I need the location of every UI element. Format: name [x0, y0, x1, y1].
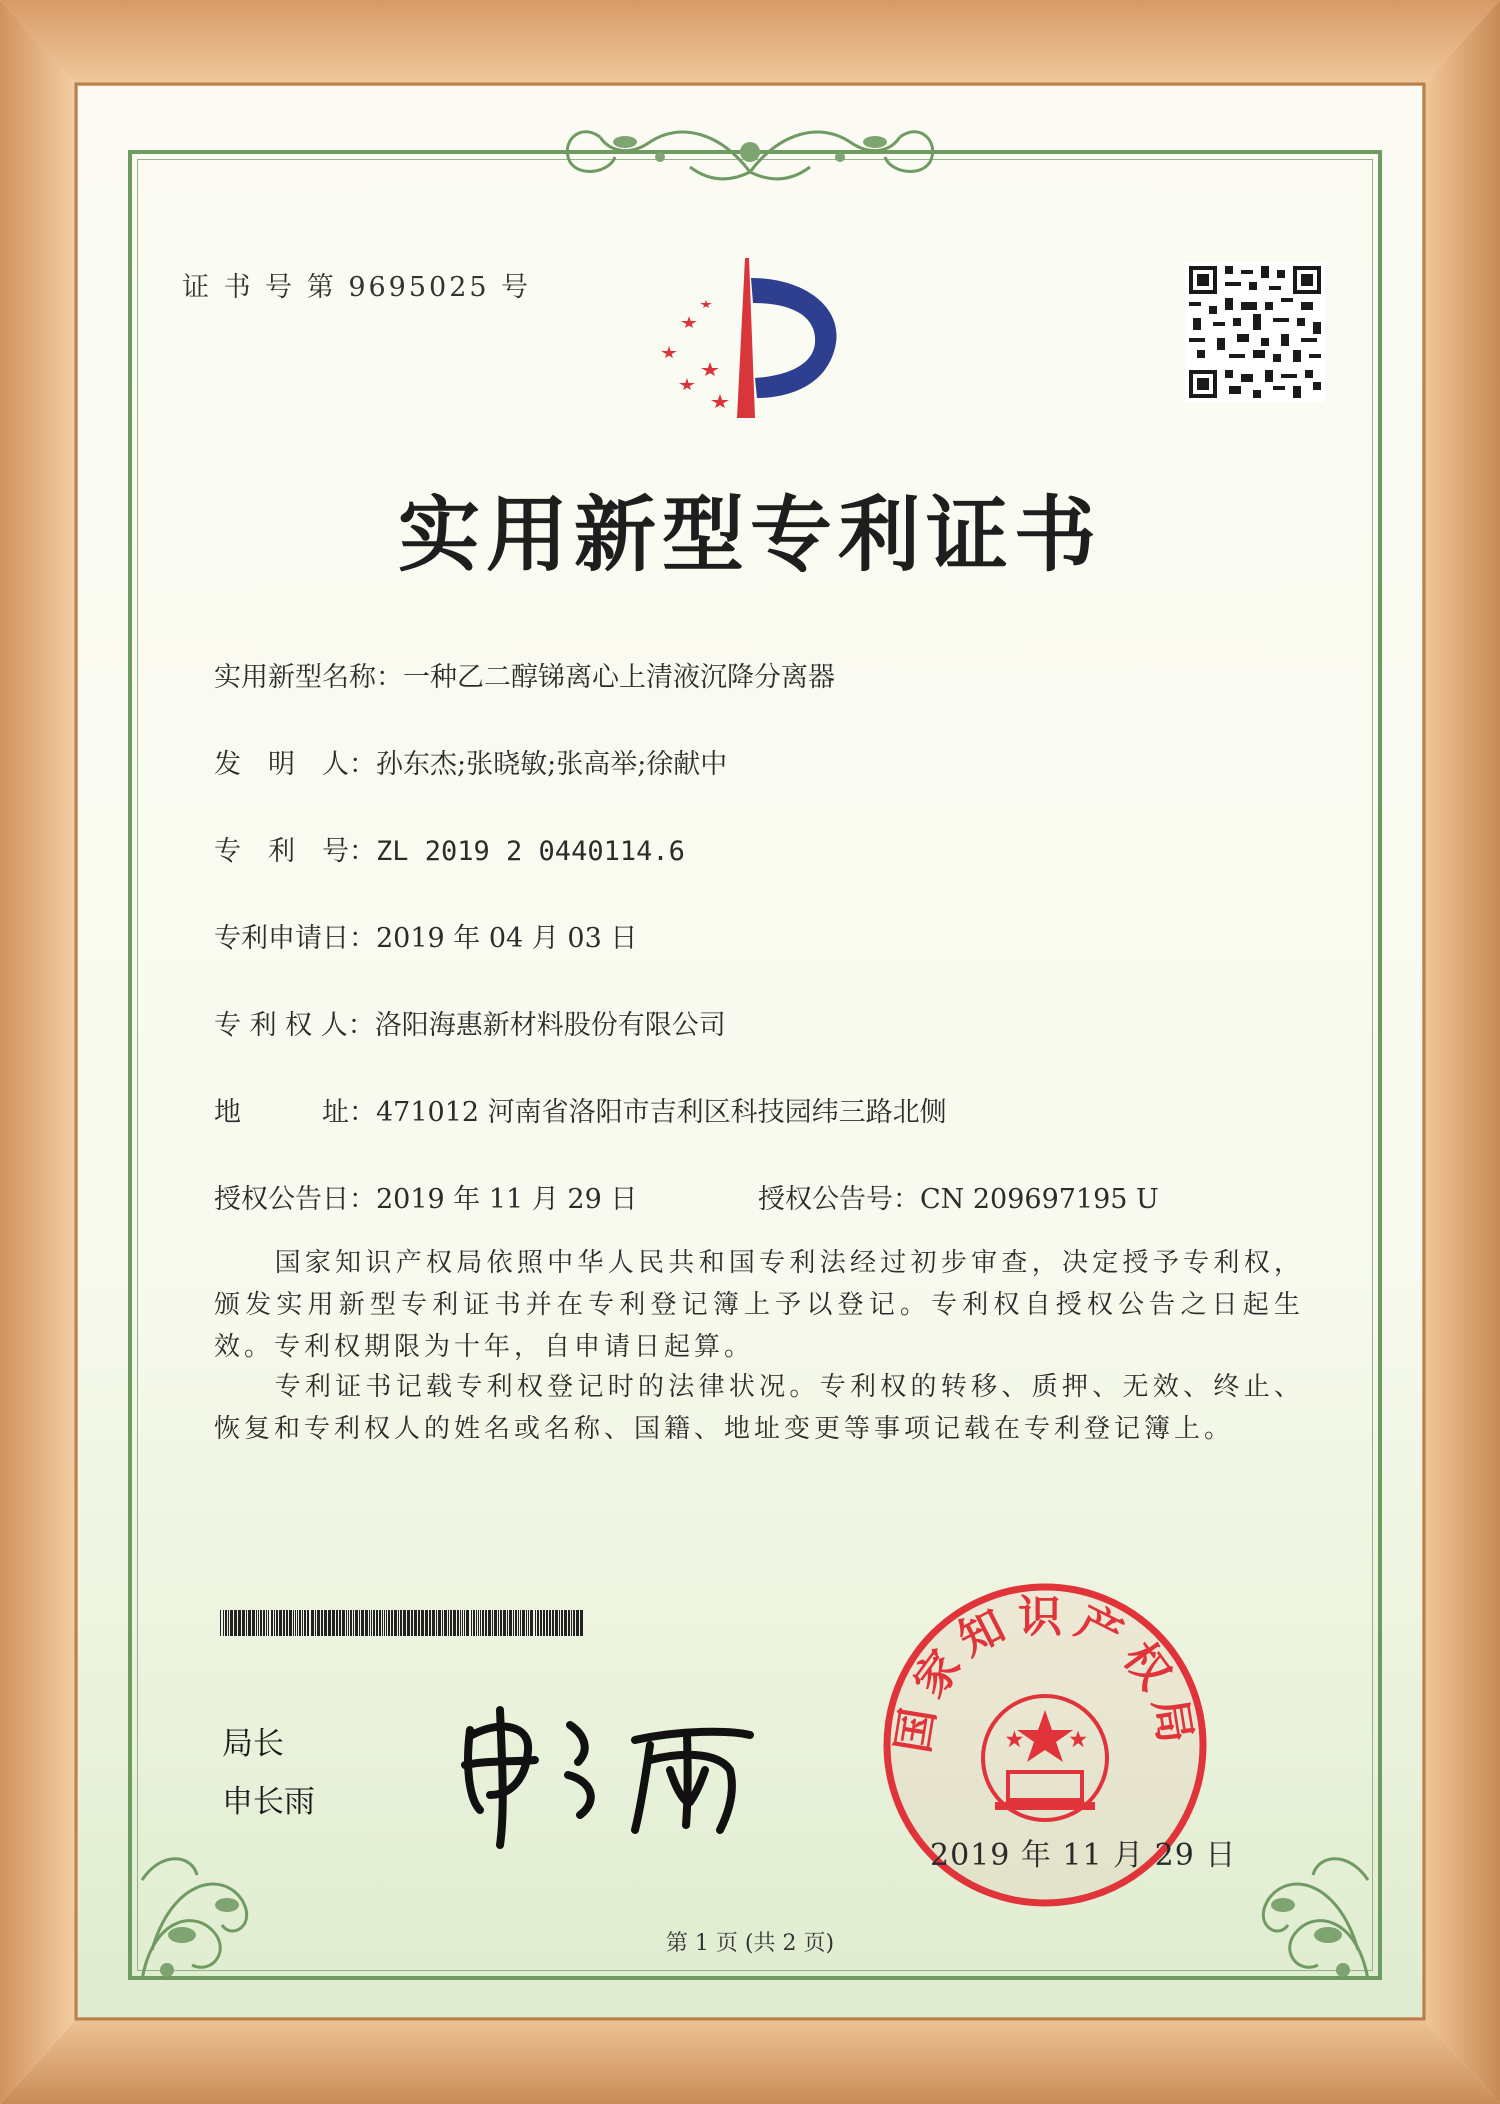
inventor-row	[214, 742, 727, 781]
barcode-bar	[528, 1610, 529, 1636]
barcode-bar	[342, 1610, 345, 1636]
barcode-bar	[515, 1610, 517, 1636]
barcode-bar	[268, 1610, 269, 1636]
barcode-bar	[248, 1610, 251, 1636]
page-number: 第 1 页 (共 2 页)	[665, 1931, 835, 1956]
barcode-bar	[535, 1610, 536, 1636]
barcode-bar	[304, 1610, 306, 1636]
barcode-bar	[411, 1610, 413, 1636]
patentee-value: 洛阳海惠新材料股份有限公司	[374, 1010, 726, 1041]
barcode-bar	[513, 1610, 514, 1636]
barcode-bar	[307, 1610, 309, 1636]
barcode-bar	[546, 1610, 548, 1636]
barcode-bar	[561, 1610, 563, 1636]
publication-number-value: CN 209697195 U	[920, 1184, 1159, 1215]
barcode-bar	[555, 1610, 558, 1636]
seal-text: 国家知识产权局	[887, 1591, 1203, 1757]
barcode-bar	[543, 1610, 545, 1636]
barcode-bar	[450, 1610, 452, 1636]
barcode-bar	[540, 1610, 542, 1636]
publication-number-row	[758, 1177, 1159, 1216]
barcode-bar	[442, 1610, 443, 1636]
barcode-bar	[492, 1610, 493, 1636]
barcode-bar	[509, 1610, 512, 1636]
barcode-bar	[279, 1610, 282, 1636]
director-signature	[450, 1690, 770, 1850]
top-ornament	[540, 112, 960, 190]
barcode-bar	[568, 1610, 570, 1636]
barcode-bar	[242, 1610, 245, 1636]
barcode-bar	[559, 1610, 560, 1636]
address-value: 471012 河南省洛阳市吉利区科技园纬三路北侧	[376, 1097, 947, 1128]
barcode-bar	[482, 1610, 484, 1636]
barcode-bar	[460, 1610, 461, 1636]
utility-model-name-value: 一种乙二醇锑离心上清液沉降分离器	[403, 662, 835, 693]
barcode-bar	[580, 1610, 583, 1636]
barcode-bar	[376, 1610, 378, 1636]
barcode-bar	[328, 1610, 331, 1636]
seal-date: 2019 年 11 月 29 日	[930, 1838, 1237, 1873]
barcode-bar	[457, 1610, 459, 1636]
barcode-bar	[315, 1610, 316, 1636]
publication-number-label: 授权公告号：	[758, 1184, 920, 1215]
barcode-bar	[324, 1610, 327, 1636]
application-date-label: 专利申请日：	[214, 923, 376, 954]
barcode-bar	[503, 1610, 506, 1636]
barcode-bar	[274, 1610, 275, 1636]
barcode-bar	[537, 1610, 539, 1636]
barcode-bar	[520, 1610, 521, 1636]
barcode-bar	[526, 1610, 527, 1636]
patent-number-label: 专 利 号：	[214, 836, 376, 867]
barcode-bar	[522, 1610, 525, 1636]
barcode-bar	[353, 1610, 354, 1636]
application-date-row	[214, 916, 637, 955]
legal-statement-paragraph-2: 专利证书记载专利权登记时的法律状况。专利权的转移、质押、无效、终止、恢复和专利权人的姓名或名称、国籍、地址变更等事项记载在专利登记簿上。	[214, 1372, 1304, 1444]
legal-statement-paragraph-1: 国家知识产权局依照中华人民共和国专利法经过初步审查，决定授予专利权，颁发实用新型专利证书并在专利登记簿上予以登记。专利权自授权公告之日起生效。专利权期限为十年，自申请日起算。	[214, 1248, 1304, 1362]
barcode-bar	[365, 1610, 368, 1636]
certificate-title: 实用新型专利证书	[397, 487, 1102, 583]
barcode-bar	[260, 1610, 262, 1636]
qr-code	[1185, 262, 1325, 402]
barcode-bar	[299, 1610, 301, 1636]
barcode-bar	[429, 1610, 431, 1636]
address-row	[214, 1090, 947, 1129]
barcode-bar	[317, 1610, 320, 1636]
barcode-bar	[480, 1610, 481, 1636]
barcode-bar	[302, 1610, 303, 1636]
barcode-bar	[263, 1610, 265, 1636]
barcode	[220, 1610, 584, 1636]
barcode-bar	[471, 1610, 472, 1636]
barcode-bar	[220, 1610, 221, 1636]
barcode-bar	[564, 1610, 567, 1636]
barcode-bar	[573, 1610, 575, 1636]
barcode-bar	[348, 1610, 349, 1636]
barcode-bar	[225, 1610, 227, 1636]
barcode-bar	[332, 1610, 335, 1636]
barcode-bar	[346, 1610, 347, 1636]
barcode-bar	[228, 1610, 229, 1636]
barcode-bar	[400, 1610, 402, 1636]
barcode-bar	[289, 1610, 292, 1636]
barcode-bar	[414, 1610, 417, 1636]
barcode-bar	[438, 1610, 441, 1636]
barcode-bar	[311, 1610, 314, 1636]
barcode-bar	[498, 1610, 499, 1636]
barcode-bar	[494, 1610, 497, 1636]
barcode-bar	[293, 1610, 294, 1636]
barcode-bar	[350, 1610, 352, 1636]
barcode-bar	[223, 1610, 224, 1636]
barcode-bar	[369, 1610, 370, 1636]
barcode-bar	[258, 1610, 259, 1636]
barcode-bar	[398, 1610, 399, 1636]
barcode-bar	[466, 1610, 469, 1636]
barcode-bar	[425, 1610, 428, 1636]
barcode-bar	[359, 1610, 360, 1636]
barcode-bar	[476, 1610, 477, 1636]
barcode-bar	[464, 1610, 465, 1636]
barcode-bar	[462, 1610, 463, 1636]
barcode-bar	[518, 1610, 519, 1636]
barcode-bar	[283, 1610, 285, 1636]
utility-model-name-label: 实用新型名称：	[214, 662, 403, 693]
patentee-row	[214, 1003, 726, 1042]
barcode-bar	[418, 1610, 420, 1636]
barcode-bar	[436, 1610, 437, 1636]
barcode-bar	[256, 1610, 257, 1636]
barcode-bar	[448, 1610, 449, 1636]
barcode-bar	[384, 1610, 385, 1636]
inventor-value: 孙东杰;张晓敏;张高举;徐献中	[376, 749, 728, 780]
barcode-bar	[403, 1610, 406, 1636]
barcode-bar	[371, 1610, 372, 1636]
grant-date-value: 2019 年 11 月 29 日	[376, 1184, 638, 1215]
barcode-bar	[339, 1610, 341, 1636]
barcode-bar	[297, 1610, 298, 1636]
patent-number-value: ZL 2019 2 0440114.6	[376, 836, 685, 867]
barcode-bar	[453, 1610, 456, 1636]
barcode-bar	[549, 1610, 551, 1636]
barcode-bar	[571, 1610, 572, 1636]
barcode-bar	[355, 1610, 358, 1636]
barcode-bar	[266, 1610, 267, 1636]
address-label: 地 址：	[214, 1097, 376, 1128]
barcode-bar	[394, 1610, 397, 1636]
barcode-bar	[295, 1610, 296, 1636]
barcode-bar	[238, 1610, 241, 1636]
barcode-bar	[276, 1610, 278, 1636]
barcode-bar	[230, 1610, 233, 1636]
barcode-bar	[444, 1610, 447, 1636]
barcode-bar	[421, 1610, 424, 1636]
patent-office-logo	[645, 248, 865, 428]
grant-date-row	[214, 1177, 637, 1216]
certificate-number: 证 书 号 第 9695025 号	[182, 272, 532, 303]
barcode-bar	[530, 1610, 533, 1636]
barcode-bar	[361, 1610, 364, 1636]
utility-model-name-row	[214, 655, 835, 694]
barcode-bar	[373, 1610, 375, 1636]
barcode-bar	[336, 1610, 338, 1636]
barcode-bar	[246, 1610, 247, 1636]
barcode-bar	[252, 1610, 255, 1636]
barcode-bar	[271, 1610, 273, 1636]
barcode-bar	[321, 1610, 323, 1636]
director-name: 申长雨	[222, 1784, 315, 1820]
barcode-bar	[507, 1610, 508, 1636]
application-date-value: 2019 年 04 月 03 日	[376, 923, 638, 954]
barcode-bar	[379, 1610, 381, 1636]
barcode-bar	[576, 1610, 579, 1636]
barcode-bar	[488, 1610, 491, 1636]
patent-number-row	[214, 829, 685, 868]
patentee-label: 专 利 权 人：	[214, 1010, 375, 1041]
barcode-bar	[500, 1610, 502, 1636]
director-title: 局长	[222, 1726, 284, 1762]
barcode-bar	[382, 1610, 383, 1636]
barcode-bar	[432, 1610, 435, 1636]
barcode-bar	[552, 1610, 554, 1636]
barcode-bar	[391, 1610, 393, 1636]
barcode-bar	[386, 1610, 387, 1636]
barcode-bar	[478, 1610, 479, 1636]
barcode-bar	[473, 1610, 475, 1636]
barcode-bar	[286, 1610, 288, 1636]
barcode-bar	[234, 1610, 237, 1636]
inventor-label: 发 明 人：	[214, 749, 376, 780]
grant-date-label: 授权公告日：	[214, 1184, 376, 1215]
barcode-bar	[388, 1610, 390, 1636]
barcode-bar	[407, 1610, 410, 1636]
barcode-bar	[485, 1610, 487, 1636]
